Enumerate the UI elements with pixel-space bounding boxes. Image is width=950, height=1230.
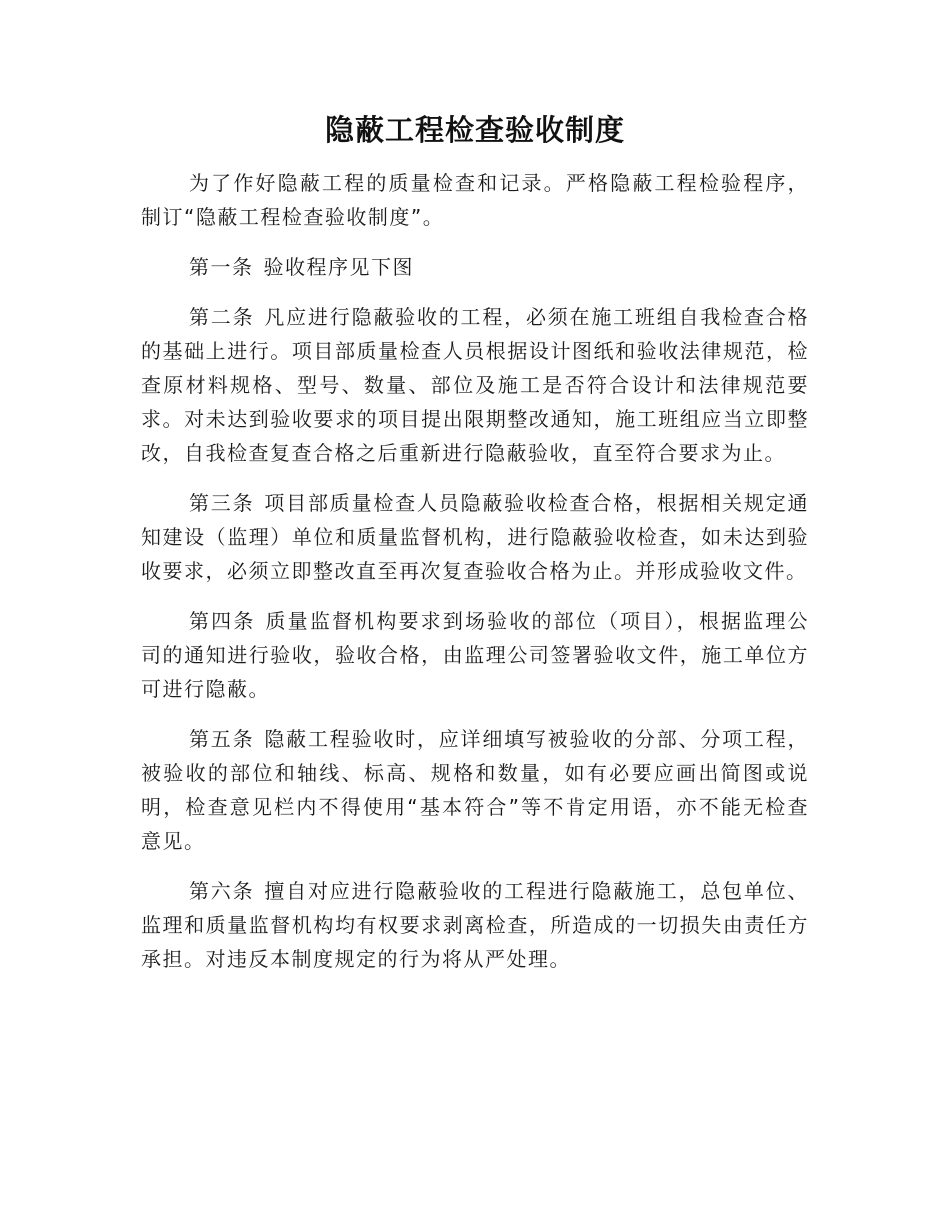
article-1-label: 第一条 [189, 255, 254, 279]
article-5 [141, 722, 809, 858]
article-5-text: 隐蔽工程验收时，应详细填写被验收的分部、分项工程，被验收的部位和轴线、标高、规格和数量，如有必要应画出简图或说明，检查意见栏内不得使用“基本符合”等不肯定用语，亦不能无检查意见。 [141, 727, 810, 853]
article-2 [141, 300, 809, 470]
article-2-text: 凡应进行隐蔽验收的工程，必须在施工班组自我检查合格的基础上进行。项目部质量检查人员根据设计图纸和验收法律规范，检查原材料规格、型号、数量、部位及施工是否符合设计和法律规范要求。对未达到验收要求的项目提出限期整改通知，施工班组应当立即整改，自我检查复查合格之后重新进行隐蔽验收，直至符合要求为止。 [141, 305, 810, 465]
article-4-label: 第四条 [189, 609, 256, 633]
article-3-label: 第三条 [189, 491, 255, 515]
page-title: 隐蔽工程检查验收制度 [324, 113, 625, 147]
article-6-label: 第六条 [189, 879, 255, 903]
intro-paragraph: 为了作好隐蔽工程的质量检查和记录。严格隐蔽工程检验程序，制订“隐蔽工程检查验收制度”。 [141, 171, 809, 229]
article-4-text: 质量监督机构要求到场验收的部位（项目），根据监理公司的通知进行验收，验收合格，由监理公司签署验收文件，施工单位方可进行隐蔽。 [141, 609, 809, 701]
article-4 [141, 604, 809, 706]
article-2-label: 第二条 [189, 305, 255, 329]
article-3 [141, 486, 809, 588]
article-6 [141, 874, 809, 976]
article-1-text: 验收程序见下图 [263, 255, 414, 279]
document-body [141, 166, 809, 976]
article-1 [141, 250, 809, 284]
article-5-label: 第五条 [189, 727, 255, 751]
article-6-text: 擅自对应进行隐蔽验收的工程进行隐蔽施工，总包单位、监理和质量监督机构均有权要求剥离检查，所造成的一切损失由责任方承担。对违反本制度规定的行为将从严处理。 [141, 879, 810, 971]
article-3-text: 项目部质量检查人员隐蔽验收检查合格，根据相关规定通知建设（监理）单位和质量监督机构，进行隐蔽验收检查，如未达到验收要求，必须立即整改直至再次复查验收合格为止。并形成验收文件。 [141, 491, 810, 583]
